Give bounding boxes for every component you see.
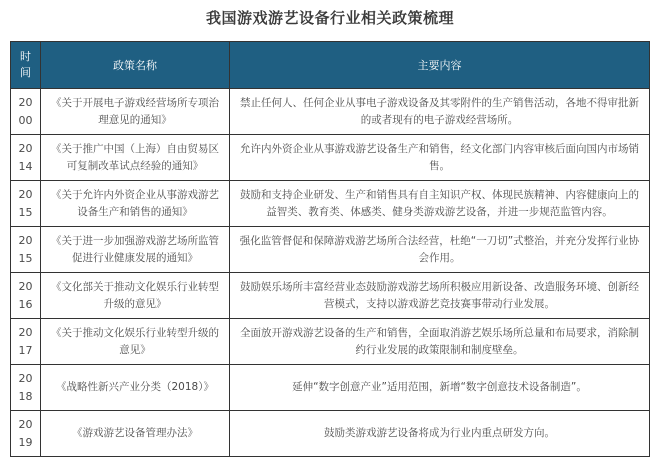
content-cell: 允许内外资企业从事游戏游艺设备生产和销售，经文化部门内容审核后面向国内市场销售。 [230, 135, 650, 181]
content-cell: 鼓励和支持企业研发、生产和销售具有自主知识产权、体现民族精神、内容健康向上的益智类、教育类、体感类、健身类游戏游艺设备，并进一步规范监管内容。 [230, 181, 650, 227]
content-cell: 强化监管督促和保障游戏游艺场所合法经营，杜绝“一刀切”式整治，并充分发挥行业协会作用。 [230, 227, 650, 273]
content-cell: 禁止任何人、任何企业从事电子游戏设备及其零附件的生产销售活动，各地不得审批新的或者现有的电子游戏经营场所。 [230, 89, 650, 135]
header-policy-name: 政策名称 [41, 42, 230, 89]
year-text: 2015 [18, 187, 33, 219]
policy-name-cell: 《文化部关于推动文化娱乐行业转型升级的意见》 [41, 273, 230, 319]
year-cell [11, 319, 41, 365]
year-text: 2015 [18, 233, 33, 265]
table-row [11, 181, 650, 227]
policy-name-cell: 《战略性新兴产业分类（2018）》 [41, 365, 230, 411]
year-cell [11, 365, 41, 411]
year-text: 2019 [18, 417, 33, 449]
table-row [11, 89, 650, 135]
table-header-row [11, 42, 650, 89]
policy-table [10, 41, 650, 457]
header-time [11, 42, 41, 89]
year-cell [11, 227, 41, 273]
year-text: 2018 [18, 371, 33, 403]
page-title: 我国游戏游艺设备行业相关政策梳理 [205, 9, 454, 27]
policy-name-cell: 《关于进一步加强游戏游艺场所监管促进行业健康发展的通知》 [41, 227, 230, 273]
policy-name-cell: 《关于开展电子游戏经营场所专项治理意见的通知》 [41, 89, 230, 135]
year-cell [11, 411, 41, 457]
policy-name-cell: 《关于允许内外资企业从事游戏游艺设备生产和销售的通知》 [41, 181, 230, 227]
year-text: 2014 [18, 141, 33, 173]
year-text: 2016 [18, 279, 33, 311]
content-cell: 鼓励类游戏游艺设备将成为行业内重点研发方向。 [230, 411, 650, 457]
content-cell: 延伸“数字创意产业”适用范围，新增“数字创意技术设备制造”。 [230, 365, 650, 411]
policy-name-cell: 《游戏游艺设备管理办法》 [41, 411, 230, 457]
year-text: 2017 [18, 325, 33, 357]
policy-name-cell: 《关于推广中国（上海）自由贸易区可复制改革试点经验的通知》 [41, 135, 230, 181]
year-text: 2000 [18, 95, 33, 127]
table-row [11, 319, 650, 365]
content-cell: 鼓励娱乐场所丰富经营业态鼓励游戏游艺场所积极应用新设备、改造服务环境、创新经营模式，支持以游戏游艺竞技赛事带动行业发展。 [230, 273, 650, 319]
policy-name-cell: 《关于推动文化娱乐行业转型升级的意见》 [41, 319, 230, 365]
content-cell: 全面放开游戏游艺设备的生产和销售，全面取消游艺娱乐场所总量和布局要求，消除制约行业发展的政策限制和制度壁垒。 [230, 319, 650, 365]
header-main-content: 主要内容 [230, 42, 650, 89]
table-row [11, 411, 650, 457]
table-row [11, 365, 650, 411]
year-cell [11, 89, 41, 135]
year-cell [11, 273, 41, 319]
table-row [11, 135, 650, 181]
year-cell [11, 181, 41, 227]
table-row [11, 227, 650, 273]
header-time-label: 时间 [20, 50, 31, 79]
year-cell [11, 135, 41, 181]
table-row [11, 273, 650, 319]
